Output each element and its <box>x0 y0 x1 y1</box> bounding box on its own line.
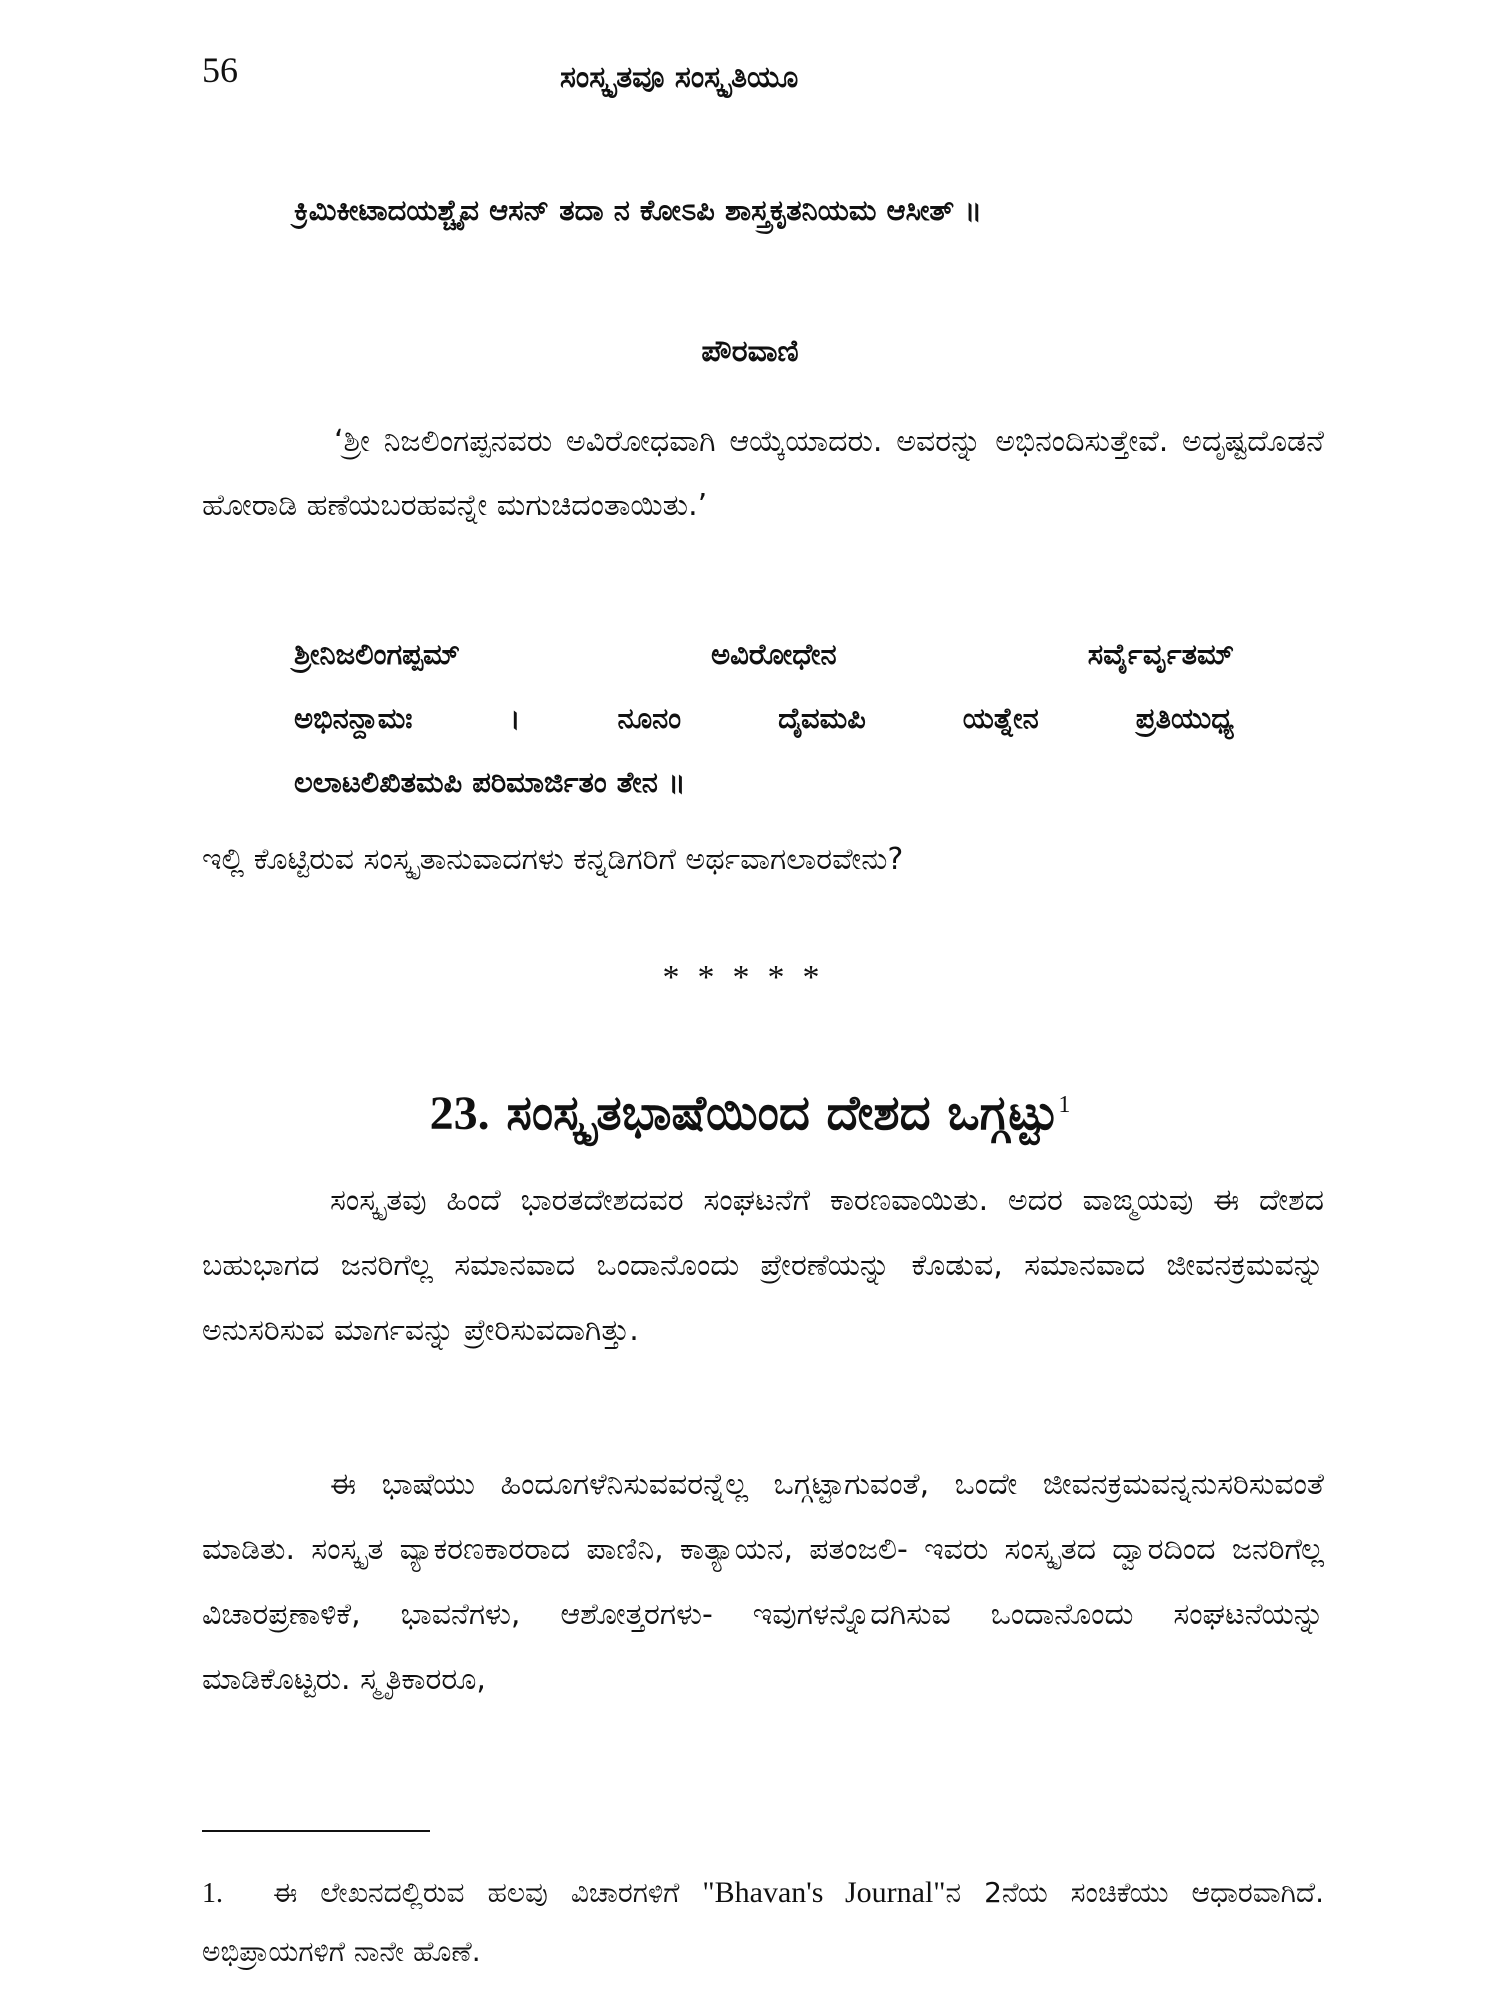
body-paragraph: ಸಂಸ್ಕೃತವು ಹಿಂದೆ ಭಾರತದೇಶದವರ ಸಂಘಟನೆಗೆ ಕಾರಣವಾಯಿತು. ಅದರ ವಾಙ್ಮಯವು ಈ ದೇಶದ ಬಹುಭಾಗದ ಜನರಿಗೆಲ್ಲ ಸಮಾನವಾದ ಒಂದಾನೊಂದು ಪ್ರೇರಣೆಯನ್ನು ಕೊಡುವ, ಸಮಾನವಾದ ಜೀವನಕ್ರಮವನ್ನು ಅನುಸರಿಸುವ ಮಾರ್ಗವನ್ನು ಪ್ರೇರಿಸುವದಾಗಿತ್ತು. <box>202 1183 1324 1348</box>
verse-line: ಲಲಾಟಲಿಖಿತಮಪಿ ಪರಿಮಾರ್ಜಿತಂ ತೇನ ॥ <box>294 765 686 799</box>
section-separator: ***** <box>662 959 838 996</box>
footnote-number: 1. <box>202 1878 223 1909</box>
footnote-text-after: ನ 2ನೆಯ ಸಂಚಿಕೆಯು ಆಧಾರವಾಗಿದೆ. ಅಭಿಪ್ರಾಯಗಳಿಗೆ ನಾನೇ ಹೊಣೆ. <box>202 1876 1325 1968</box>
footnote <box>202 1864 1324 1981</box>
footnote-marker: 1 <box>1058 1092 1071 1118</box>
section-heading: ಪೌರವಾಣಿ <box>701 334 799 369</box>
verse-line: ಶ್ರೀನಿಜಲಿಂಗಪ್ಪಮ್ ಅವಿರೋಧೇನ ಸರ್ವೈರ್ವೃತಮ್ <box>294 637 1234 671</box>
footnote-text-before: ಈ ಲೇಖನದಲ್ಲಿರುವ ಹಲವು ವಿಚಾರಗಳಿಗೆ <box>273 1876 680 1909</box>
running-head: ಸಂಸ್ಕೃತವೂ ಸಂಸ್ಕೃತಿಯೂ <box>560 60 799 95</box>
kannada-quote: ‘ಶ್ರೀ ನಿಜಲಿಂಗಪ್ಪನವರು ಅವಿರೋಧವಾಗಿ ಆಯ್ಕೆಯಾದರು. ಅವರನ್ನು ಅಭಿನಂದಿಸುತ್ತೇವೆ. ಅದೃಷ್ಟದೊಡನೆ ಹೋರಾಡಿ ಹಣೆಯಬರಹವನ್ನೇ ಮಗುಚಿದಂತಾಯಿತು.’ <box>202 424 1324 523</box>
question-line: ಇಲ್ಲಿ ಕೊಟ್ಟಿರುವ ಸಂಸ್ಕೃತಾನುವಾದಗಳು ಕನ್ನಡಿಗರಿಗೆ ಅರ್ಥವಾಗಲಾರವೇನು? <box>202 842 904 877</box>
chapter-number: 23. <box>429 1087 490 1140</box>
sanskrit-translation-verse <box>294 622 1234 814</box>
page-number: 56 <box>202 50 238 90</box>
sanskrit-verse-top: ಕ್ರಿಮಿಕೀಟಾದಯಶ್ಚೈವ ಆಸನ್ ತದಾ ನ ಕೋಽಪಿ ಶಾಸ್ತ್ರಕೃತನಿಯಮ ಆಸೀತ್ ॥ <box>294 193 982 227</box>
body-paragraph: ಈ ಭಾಷೆಯು ಹಿಂದೂಗಳೆನಿಸುವವರನ್ನೆಲ್ಲ ಒಗ್ಗಟ್ಟಾಗುವಂತೆ, ಒಂದೇ ಜೀವನಕ್ರಮವನ್ನನುಸರಿಸುವಂತೆ ಮಾಡಿತು. ಸಂಸ್ಕೃತ ವ್ಯಾಕರಣಕಾರರಾದ ಪಾಣಿನಿ, ಕಾತ್ಯಾಯನ, ಪತಂಜಲಿ- ಇವರು ಸಂಸ್ಕೃತದ ದ್ವಾರದಿಂದ ಜನರಿಗೆಲ್ಲ ವಿಚಾರಪ್ರಣಾಳಿಕೆ, ಭಾವನೆಗಳು, ಆಶೋತ್ತರಗಳು- ಇವುಗಳನ್ನೊದಗಿಸುವ ಒಂದಾನೊಂದು ಸಂಘಟನೆಯನ್ನು ಮಾಡಿಕೊಟ್ಟರು. ಸ್ಮೃತಿಕಾರರೂ, <box>202 1467 1324 1697</box>
chapter-title-text: ಸಂಸ್ಕೃತಭಾಷೆಯಿಂದ ದೇಶದ ಒಗ್ಗಟ್ಟು <box>506 1085 1059 1141</box>
verse-line: ಅಭಿನನ್ದಾಮಃ । ನೂನಂ ದೈವಮಪಿ ಯತ್ನೇನ ಪ್ರತಿಯುಧ್ಯ <box>294 701 1234 735</box>
chapter-title <box>0 1070 1500 1149</box>
footnote-divider <box>202 1830 430 1832</box>
footnote-source: "Bhavan's Journal" <box>702 1876 946 1909</box>
